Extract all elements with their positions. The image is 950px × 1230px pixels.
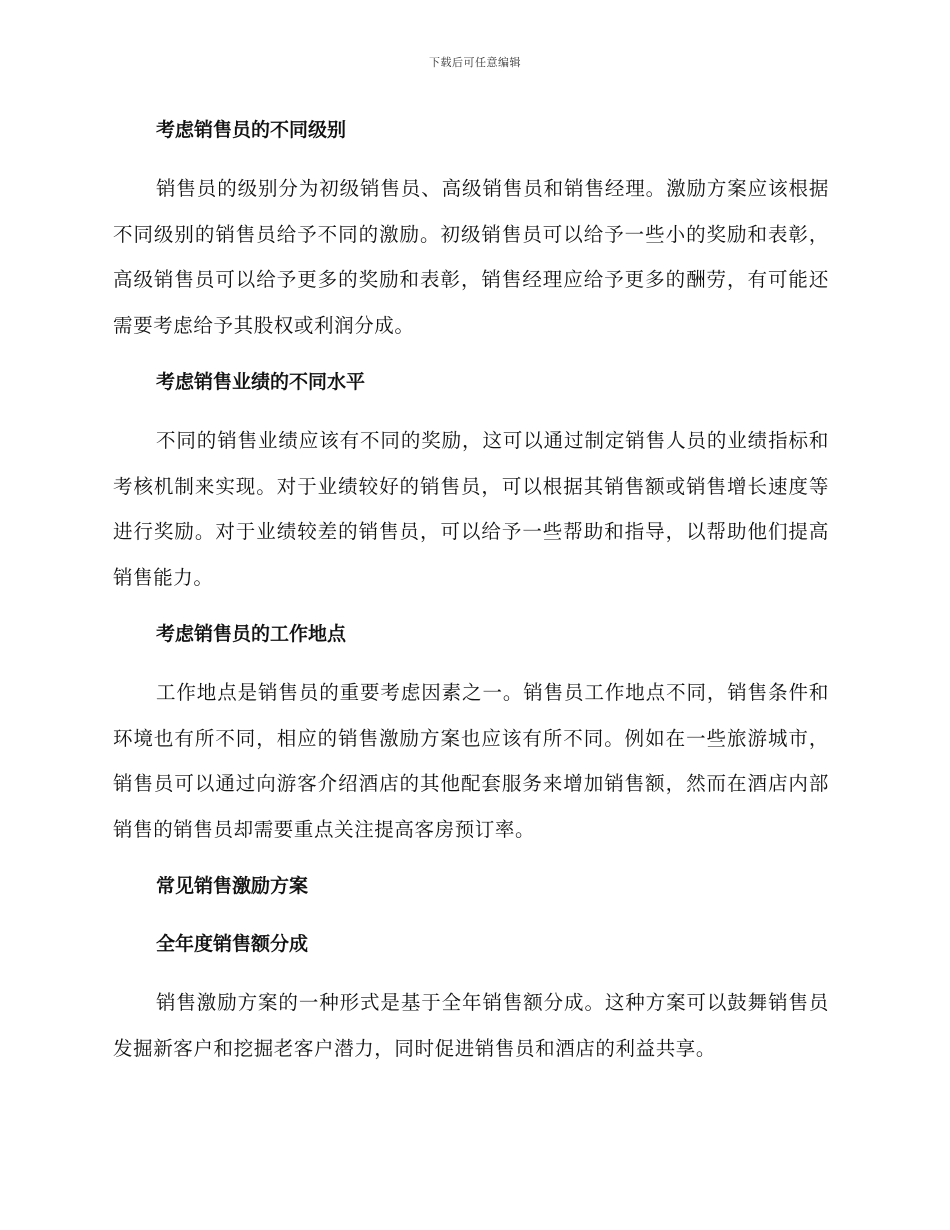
paragraph-annual-sales-share: 销售激励方案的一种形式是基于全年销售额分成。这种方案可以鼓舞销售员发掘新客户和挖掘老客户潜力，同时促进销售员和酒店的利益共享。 bbox=[113, 991, 829, 1060]
paragraph-salesperson-levels: 销售员的级别分为初级销售员、高级销售员和销售经理。激励方案应该根据不同级别的销售员给予不同的激励。初级销售员可以给予一些小的奖励和表彰，高级销售员可以给予更多的奖励和表彰，销售经理应给予更多的酬劳，有可能还需要考虑给予其股权或利润分成。 bbox=[113, 177, 829, 337]
heading-sales-performance: 考虑销售业绩的不同水平 bbox=[156, 371, 366, 393]
heading-work-location: 考虑销售员的工作地点 bbox=[156, 623, 347, 645]
paragraph-work-location: 工作地点是销售员的重要考虑因素之一。销售员工作地点不同，销售条件和环境也有所不同，相应的销售激励方案也应该有所不同。例如在一些旅游城市，销售员可以通过向游客介绍酒店的其他配套服务来增加销售额，然而在酒店内部销售的销售员却需要重点关注提高客房预订率。 bbox=[113, 681, 829, 841]
page-header: 下载后可任意编辑 bbox=[429, 56, 521, 69]
document-body bbox=[113, 108, 829, 1083]
heading-salesperson-levels: 考虑销售员的不同级别 bbox=[156, 119, 347, 141]
paragraph-sales-performance: 不同的销售业绩应该有不同的奖励，这可以通过制定销售人员的业绩指标和考核机制来实现。对于业绩较好的销售员，可以根据其销售额或销售增长速度等进行奖励。对于业绩较差的销售员，可以给予一些帮助和指导，以帮助他们提高销售能力。 bbox=[113, 429, 829, 589]
heading-common-incentive-plans: 常见销售激励方案 bbox=[156, 875, 309, 897]
heading-annual-sales-share: 全年度销售额分成 bbox=[156, 933, 309, 955]
